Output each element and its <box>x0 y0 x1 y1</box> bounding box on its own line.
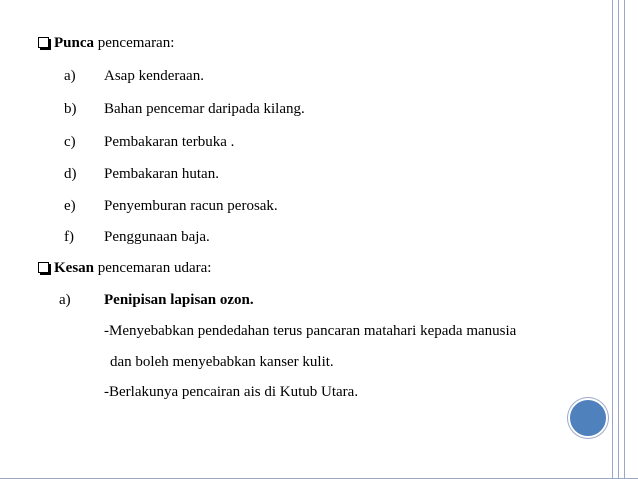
section2-heading <box>38 260 211 277</box>
list-item-label: d) <box>64 166 77 182</box>
section1-heading <box>38 35 174 52</box>
checkbox-bullet-icon <box>38 37 49 48</box>
section2-item-title: Penipisan lapisan ozon. <box>104 292 254 308</box>
right-frame-line-3 <box>624 0 625 479</box>
section1-heading-rest: pencemaran: <box>94 35 175 51</box>
section1-heading-bold: Punca <box>54 35 95 51</box>
right-frame-line-1 <box>612 0 613 479</box>
list-item-label: a) <box>64 68 76 84</box>
section2-heading-rest: pencemaran udara: <box>94 260 212 276</box>
right-frame-line-2 <box>618 0 619 479</box>
list-item-text: Asap kenderaan. <box>104 68 204 84</box>
detail-line: dan boleh menyebabkan kanser kulit. <box>110 354 334 370</box>
section2-item-label: a) <box>59 292 71 308</box>
list-item-label: b) <box>64 101 77 117</box>
list-item-label: f) <box>64 229 74 245</box>
list-item-label: e) <box>64 198 76 214</box>
checkbox-bullet-icon <box>38 262 49 273</box>
list-item-text: Penyemburan racun perosak. <box>104 198 278 214</box>
section2-heading-bold: Kesan <box>54 260 95 276</box>
slide-corner-circle <box>568 398 608 438</box>
detail-line: -Menyebabkan pendedahan terus pancaran matahari kepada manusia <box>104 323 517 339</box>
list-item-text: Pembakaran terbuka . <box>104 134 235 150</box>
list-item-text: Penggunaan baja. <box>104 229 210 245</box>
detail-line: -Berlakunya pencairan ais di Kutub Utara. <box>104 384 359 400</box>
list-item-label: c) <box>64 134 76 150</box>
list-item-text: Bahan pencemar daripada kilang. <box>104 101 305 117</box>
list-item-text: Pembakaran hutan. <box>104 166 219 182</box>
